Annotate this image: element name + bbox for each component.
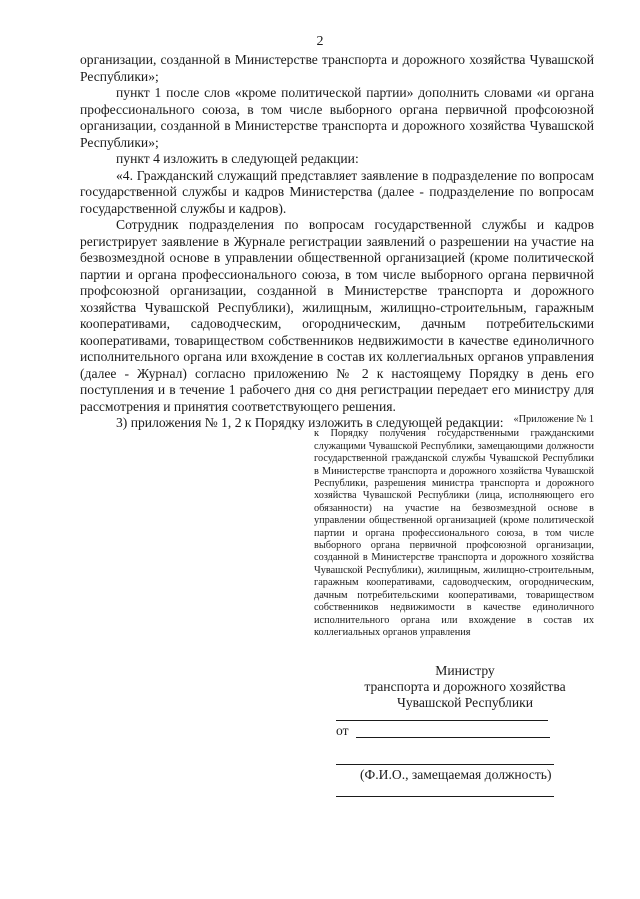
blank-line-3 xyxy=(336,796,554,797)
appendix-text: к Порядку получения государственными гражданскими служащими Чувашской Республики, замещающими должности государственной гражданской службы Чувашской Республики в Министерстве транспорта и дорожного хозяйства Чувашской Республики, разрешения министра транспорта и дорожного хозяйства Чувашской Республики (лица, исполняющего его обязанности) на участие на безвозмездной основе в управлении общественной организацией (кроме политической партии и органа профессионального союза, в том числе выборного органа первичной профсоюзной организации, созданной в Министерстве транспорта и дорожного хозяйства Чувашской Республики), жилищным, жилищно-строительным, гаражным кооперативами, садоводческим, огородническим, дачным потребительскими кооперативами, товариществом собственников недвижимости в качестве единоличного исполнительного органа или вхождение в состав их коллегиальных органов управления xyxy=(314,428,594,638)
paragraph-item-1: пункт 1 после слов «кроме политической партии» дополнить словами «и органа профессионального союза, в том числе выборного органа первичной профсоюзной организации, созданной в Министерстве транспорта и дорожного хозяйства Чувашской Республики»; xyxy=(80,85,594,150)
from-label: от xyxy=(336,723,349,738)
paragraph-continuation: организации, созданной в Министерстве транспорта и дорожного хозяйства Чувашской Республики»; xyxy=(80,52,594,84)
appendix-title: «Приложение № 1 xyxy=(513,414,594,425)
addressee-line-1: Министру xyxy=(435,663,495,678)
addressee-line-3: Чувашской Республики xyxy=(397,695,533,710)
appendix-header xyxy=(314,414,594,639)
fio-caption: (Ф.И.О., замещаемая должность) xyxy=(360,767,552,782)
document-body xyxy=(80,52,594,432)
paragraph-appendices: 3) приложения № 1, 2 к Порядку изложить в следующей редакции: xyxy=(116,415,504,430)
page-number: 2 xyxy=(316,34,324,49)
paragraph-item-4: «4. Гражданский служащий представляет заявление в подразделение по вопросам государственной службы и кадров Министерства (далее - подразделение по вопросам государственной службы и кадров). xyxy=(80,167,594,216)
blank-line-from xyxy=(356,737,550,738)
addressee-line-2: транспорта и дорожного хозяйства xyxy=(364,679,566,694)
paragraph-registration: Сотрудник подразделения по вопросам государственной службы и кадров регистрирует заявление в Журнале регистрации заявлений о разрешении на участие на безвозмездной основе в управлении общественной организацией (кроме политической партии и органа профессионального союза, в том числе выборного органа первичной профсоюзной организации, созданной в Министерстве транспорта и дорожного хозяйства Чувашской Республики), жилищным, жилищно-строительным, гаражным кооперативами, садоводческим, огородническим, дачным потребительскими кооперативами, товариществом собственников недвижимости в качестве единоличного исполнительного органа или вхождение в состав их коллегиальных органов управления (далее - Журнал) согласно приложению № 2 к настоящему Порядку в день его поступления и в течение 1 рабочего дня со дня регистрации передает его министру для рассмотрения и принятия соответствующего решения. xyxy=(80,217,594,414)
blank-line-1 xyxy=(336,720,548,721)
blank-line-2 xyxy=(336,764,554,765)
addressee-block xyxy=(330,663,600,711)
paragraph-item-4-intro: пункт 4 изложить в следующей редакции: xyxy=(116,151,359,166)
